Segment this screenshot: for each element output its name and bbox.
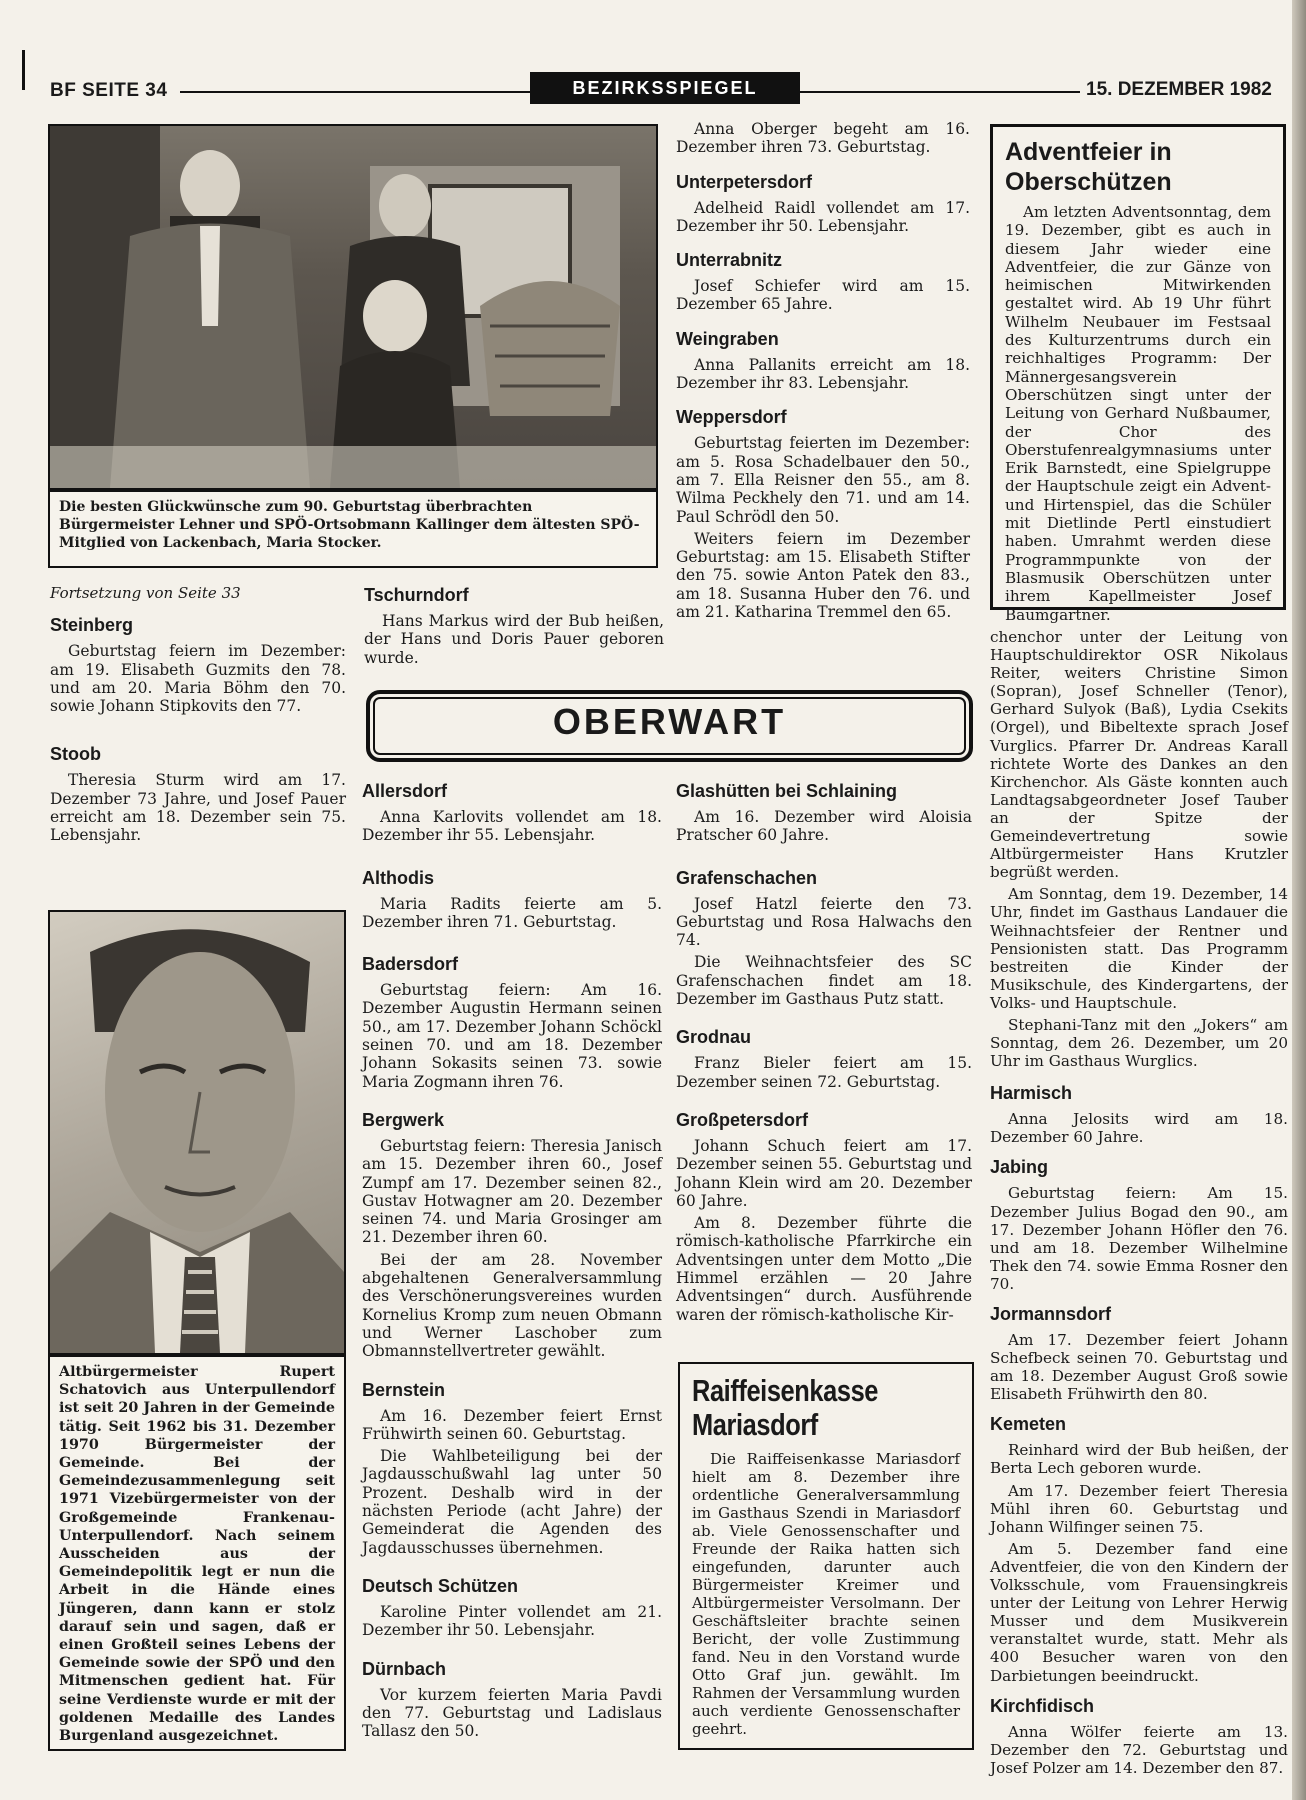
raiffeisen-box <box>678 1362 974 1750</box>
section-paragraph: Am 16. Dezember feiert Ernst Frühwirth seinen 60. Geburtstag. <box>362 1406 662 1443</box>
continuation-note: Fortsetzung von Seite 33 <box>50 584 241 602</box>
raiffeisen-title-line1: Raiffeisenkasse <box>692 1373 879 1408</box>
section-paragraph: Geburtstag feiern: Am 16. Dezember Augustin Hermann seinen 50., am 17. Dezember Johann Schöckl seinen 70. und am 18. Dezember Johann Sokasits seinen 73. sowie Maria Zogmann ihren 76. <box>362 981 662 1091</box>
section-paragraph: Die Weihnachtsfeier des SC Grafenschachen findet am 18. Dezember im Gasthaus Putz statt. <box>676 953 972 1009</box>
page-number: BF SEITE 34 <box>50 80 168 101</box>
header-rule-right <box>800 91 1080 93</box>
section-paragraph: Vor kurzem feierten Maria Pavdi den 77. Geburtstag und Ladislaus Tallasz den 50. <box>362 1685 662 1741</box>
section-heading: Bergwerk <box>362 1109 445 1130</box>
section-paragraph: Adelheid Raidl vollendet am 17. Dezember ihr 50. Lebensjahr. <box>676 198 970 235</box>
section-paragraph: Die Wahlbeteiligung bei der Jagdausschußwahl lag unter 50 Prozent. Deshalb wird in der nächsten Periode (acht Jahre) der Gemeinderat die Agenden des Jagdausschusses übernehmen. <box>362 1447 662 1557</box>
section-heading: Weppersdorf <box>676 407 787 428</box>
section-heading: Dürnbach <box>362 1658 447 1679</box>
birthday-photo-caption: Die besten Glückwünsche zum 90. Geburtstag überbrachten Bürgermeister Lehner und SPÖ-Ortsobmann Kallinger dem ältesten SPÖ-Mitglied von Lackenbach, Maria Stocker. <box>48 490 658 568</box>
lead-paragraph: Anna Oberger begeht am 16. Dezember ihren 73. Geburtstag. <box>676 120 970 157</box>
portrait-photo-image <box>50 912 344 1353</box>
portrait-photo <box>48 910 346 1355</box>
section-heading: Harmisch <box>990 1083 1073 1104</box>
section-paragraph: Karoline Pinter vollendet am 21. Dezember ihr 50. Lebensjahr. <box>362 1602 662 1640</box>
section-paragraph: Geburtstag feiern: Theresia Janisch am 15. Dezember ihren 60., Josef Zumpf am 17. Dezember seinen 82., Gustav Hotwagner am 20. Dezember seinen 74. und Maria Grosinger am 21. Dezember ihren 60. <box>362 1136 662 1247</box>
section-paragraph: Hans Markus wird der Bub heißen, der Hans und Doris Pauer geboren wurde. <box>364 612 664 667</box>
section-paragraph: Geburtstag feiern im Dezember: am 19. Elisabeth Guzmits den 78. und am 20. Maria Böhm den 70. sowie Johann Stipkovits den 77. <box>50 642 346 716</box>
section-paragraph: Stephani-Tanz mit den „Jokers“ am Sonntag, dem 26. Dezember, um 20 Uhr im Gasthaus Wurglics. <box>990 1015 1288 1071</box>
section-paragraph: Geburtstag feiern: Am 15. Dezember Julius Bogad den 90., am 17. Dezember Johann Höfler den 76. und am 18. Dezember Wilhelmine Thek den 74. sowie Emma Rosner den 70. <box>990 1184 1288 1293</box>
page-edge-mark <box>22 50 25 90</box>
section-heading: Badersdorf <box>362 954 459 975</box>
section-heading: Großpetersdorf <box>676 1109 809 1130</box>
region-banner-oberwart: OBERWART <box>366 690 973 762</box>
section-heading: Grafenschachen <box>676 867 818 888</box>
section-paragraph: Johann Schuch feiert am 17. Dezember seinen 55. Geburtstag und Johann Klein wird am 20. Dezember 60 Jahre. <box>676 1136 972 1210</box>
section-paragraph: Anna Wölfer feierte am 13. Dezember den 72. Geburtstag und Josef Polzer am 14. Dezember den 87. <box>990 1722 1288 1777</box>
section-heading: Kirchfidisch <box>990 1695 1095 1716</box>
section-paragraph: Bei der am 28. November abgehaltenen Generalversammlung des Verschönerungsvereines wurden Kornelius Kromp zum neuen Obmann und Werner Laschober zum Obmannstellvertreter gewählt. <box>362 1250 662 1361</box>
column-4 <box>990 628 1288 1781</box>
column-2 <box>362 780 662 1744</box>
section-title: BEZIRKSSPIEGEL <box>530 72 800 104</box>
section-heading: Jormannsdorf <box>990 1304 1112 1324</box>
section-paragraph: Anna Jelosits wird am 18. Dezember 60 Jahre. <box>990 1110 1288 1147</box>
section-paragraph: Franz Bieler feiert am 15. Dezember seinen 72. Geburtstag. <box>676 1054 972 1091</box>
section-heading: Tschurndorf <box>364 585 469 605</box>
section-paragraph: Maria Radits feierte am 5. Dezember ihren 71. Geburtstag. <box>362 894 662 931</box>
section-paragraph: Geburtstag feierten im Dezember: am 5. Rosa Schadelbauer den 50., am 7. Ella Reisner den 55., am 8. Wilma Peckhely den 71. und am 14. Paul Schrödl den 50. <box>676 434 970 526</box>
advent-feature-box <box>990 124 1286 624</box>
section-paragraph: Reinhard wird der Bub heißen, der Berta Lech geboren wurde. <box>990 1441 1288 1478</box>
section-paragraph: Josef Hatzl feierte den 73. Geburtstag und Rosa Halwachs den 74. <box>676 894 972 950</box>
section-heading: Bernstein <box>362 1379 446 1400</box>
continued-paragraph: chenchor unter der Leitung von Hauptschuldirektor OSR Nikolaus Reiter, weiters Christine Simon (Sopran), Josef Schneller (Tenor), Gerhard Sulyok (Baß), Lydia Csekits (Orgel), und Bibeltexte sprach Josef Vurglics. Pfarrer Dr. Andreas Karall richtete Worte des Dankes an den Kirchenchor. Als Gäste konnten auch Landtagsabgeordneter Josef Tauber an der Spitze der Gemeindevertretung sowie Altbürgermeister Hans Krutzler begrüßt werden. <box>990 628 1288 882</box>
advent-text: Am letzten Adventsonntag, dem 19. Dezember, gibt es auch in diesem Jahr wieder eine Adventfeier, die zur Gänze von heimischen Mitwirkenden gestaltet wird. Ab 19 Uhr führt Wilhelm Neubauer im Festsaal des Kulturzentrums durch ein reichhaltiges Programm: Der Männergesangsverein Oberschützen singt unter der Leitung von Gerhard Nußbaumer, der Chor des Oberstufenrealgymnasiums unter Erik Barnstedt, eine Spielgruppe der Hauptschule zeigt ein Advent- und Hirtenspiel, das die Schüler mit Dietlinde Pertl einstudiert haben. Umrahmt werden diese Programmpunkte von der Blasmusik Oberschützen unter ihrem Kapellmeister Josef Baumgartner. <box>1005 203 1271 624</box>
issue-date: 15. DEZEMBER 1982 <box>1086 79 1272 100</box>
section-paragraph: Am 17. Dezember feiert Johann Schefbeck seinen 70. Geburtstag und am 18. Dezember August Groß sowie Elisabeth Frühwirth den 80. <box>990 1331 1288 1404</box>
section-heading: Unterpetersdorf <box>676 171 813 192</box>
section-paragraph: Am 17. Dezember feiert Theresia Mühl ihren 60. Geburtstag und Johann Wilfinger seinen 75. <box>990 1481 1288 1536</box>
birthday-photo-image <box>50 126 656 488</box>
section-heading: Grodnau <box>676 1027 751 1048</box>
section-heading: Glashütten bei Schlaining <box>676 781 898 801</box>
section-heading: Steinberg <box>50 615 134 636</box>
advent-title: Adventfeier in Oberschützen <box>1005 138 1172 196</box>
section-paragraph: Theresia Sturm wird am 17. Dezember 73 Jahre, und Josef Pauer erreicht am 18. Dezember sein 75. Lebensjahr. <box>50 771 346 845</box>
column-3-top <box>676 120 970 625</box>
raiffeisen-title-line2: Mariasdorf <box>692 1407 818 1442</box>
section-heading: Stoob <box>50 744 101 765</box>
birthday-photo <box>48 124 658 490</box>
section-heading: Weingraben <box>676 328 779 349</box>
section-paragraph: Anna Pallanits erreicht am 18. Dezember ihr 83. Lebensjahr. <box>676 355 970 393</box>
section-paragraph: Anna Karlovits vollendet am 18. Dezember ihr 55. Lebensjahr. <box>362 808 662 845</box>
header-rule-left <box>180 91 530 93</box>
section-heading: Allersdorf <box>362 781 448 801</box>
page-edge-shadow <box>1292 0 1306 1800</box>
section-heading: Unterrabnitz <box>676 250 783 271</box>
column-1 <box>50 584 346 849</box>
column-2-top <box>364 584 664 671</box>
section-paragraph: Am 5. Dezember fand eine Adventfeier, die von den Kindern der Volksschule, vom Frauensingkreis unter der Leitung von Lehrer Herwig Musser und dem Musikverein veranstaltet wurde, statt. Mehr als 400 Besucher waren von den Darbietungen beeindruckt. <box>990 1539 1288 1685</box>
section-paragraph: Am 8. Dezember führte die römisch-katholische Pfarrkirche ein Adventsingen unter dem Motto „Die Himmel erzählen — 20 Jahre Adventsingen“ durch. Ausführende waren der römisch-katholische Kir- <box>676 1214 972 1324</box>
section-paragraph: Am Sonntag, dem 19. Dezember, 14 Uhr, findet im Gasthaus Landauer die Weihnachtsfeier der Rentner und Pensionisten statt. Das Programm bestreiten die Kinder der Musikschule, des Kindergartens, der Volks- und Hauptschule. <box>990 885 1288 1012</box>
section-heading: Kemeten <box>990 1414 1067 1435</box>
section-paragraph: Am 16. Dezember wird Aloisia Pratscher 60 Jahre. <box>676 808 972 845</box>
raiffeisen-text: Die Raiffeisenkasse Mariasdorf hielt am 8. Dezember ihre ordentliche Generalversammlung im Gasthaus Szendi in Mariasdorf ab. Viele Genossenschafter und Freunde der Raika hatten sich eingefunden, darunter auch Bürgermeister Kreimer und Altbürgermeister Versolmann. Der Geschäftsleiter brachte seinen Bericht, der volle Zustimmung fand. Neu in den Vorstand wurde Otto Graf jun. gewählt. Im Rahmen der Versammlung wurden auch verdiente Genossenschafter geehrt. <box>692 1450 960 1738</box>
section-heading: Jabing <box>990 1157 1049 1178</box>
section-paragraph: Weiters feiern im Dezember Geburtstag: am 15. Elisabeth Stifter den 75. sowie Anton Patek den 83., am 18. Susanna Huber den 76. und am 21. Katharina Tremmel den 65. <box>676 529 970 622</box>
portrait-photo-caption: Altbürgermeister Rupert Schatovich aus Unterpullendorf ist seit 20 Jahren in der Gemeinde tätig. Seit 1962 bis 31. Dezember 1970 Bürgermeister der Gemeinde. Bei der Gemeindezusammenlegung seit 1971 Vizebürgermeister von der Großgemeinde Frankenau-Unterpullendorf. Nach seinem Ausscheiden aus der Gemeindepolitik legt er nun die Arbeit in die Hände eines Jüngeren, dann kann er stolz darauf sein und sagen, daß er einen Großteil seines Lebens der Gemeinde sowie der SPÖ und den Mitmenschen gedient hat. Für seine Verdienste wurde er mit der goldenen Medaille des Landes Burgenland ausgezeichnet. <box>48 1355 346 1751</box>
section-heading: Althodis <box>362 867 434 888</box>
section-paragraph: Josef Schiefer wird am 15. Dezember 65 Jahre. <box>676 277 970 314</box>
column-3 <box>676 780 972 1328</box>
section-heading: Deutsch Schützen <box>362 1575 519 1596</box>
